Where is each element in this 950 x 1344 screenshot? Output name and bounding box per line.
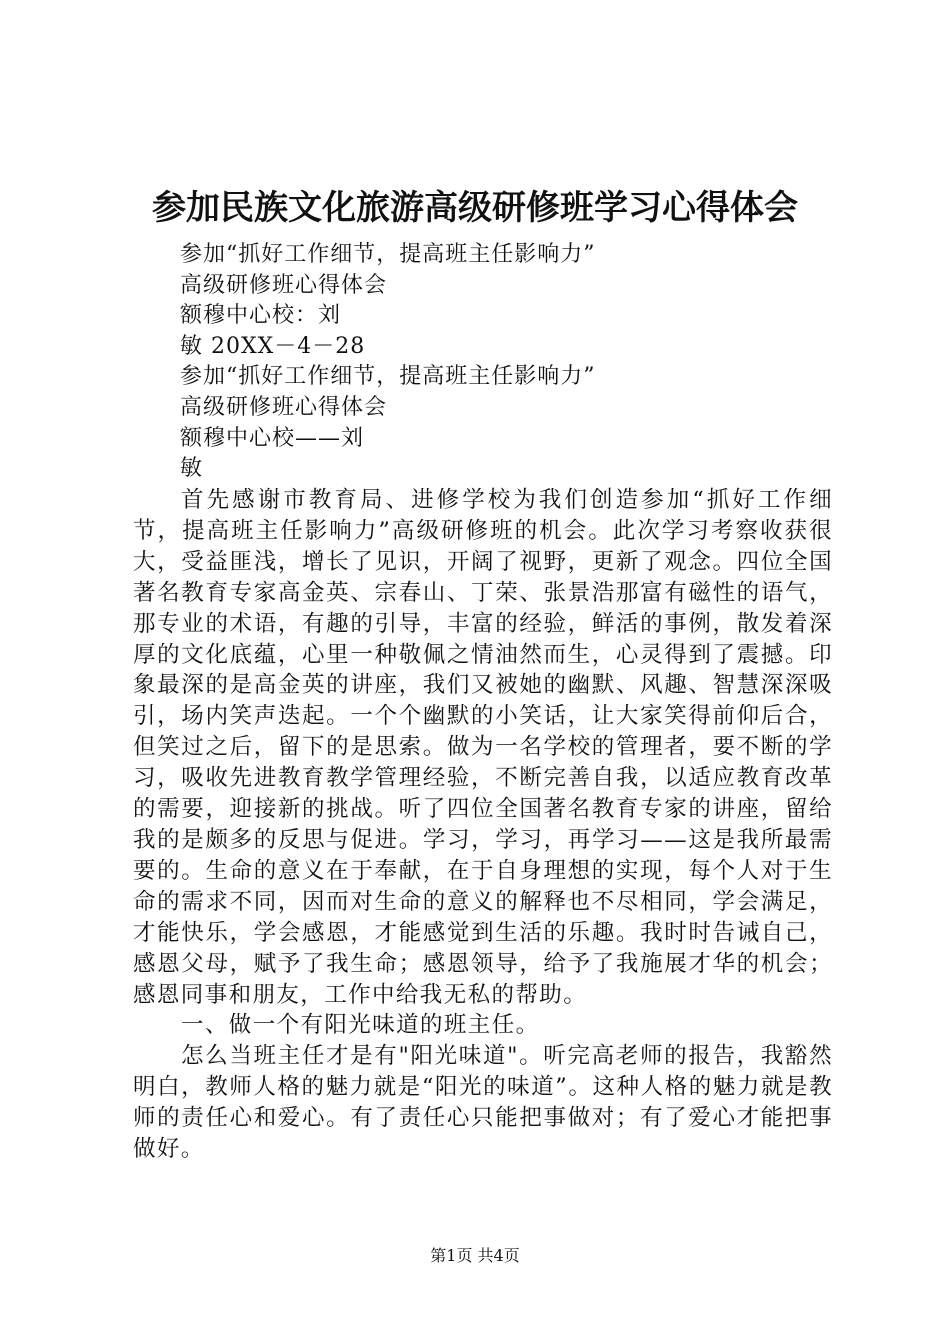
- page-footer: 第1页 共4页: [430, 1246, 520, 1265]
- header-line: 参加“抓好工作细节，提高班主任影响力”: [180, 364, 596, 390]
- header-line: 高级研修班心得体会: [180, 394, 388, 420]
- header-block: [180, 240, 880, 485]
- header-line: 额穆中心校——刘: [180, 425, 365, 451]
- body-paragraph: 怎么当班主任才是有"阳光味道"。听完高老师的报告，我豁然明白，教师人格的魅力就是“阳光的味道”。这种人格的魅力就是教师的责任心和爱心。有了责任心只能把事做对；有了爱心才能把事做好。: [133, 1043, 833, 1163]
- header-line: 高级研修班心得体会: [180, 272, 388, 298]
- header-line: 额穆中心校：刘: [180, 303, 342, 329]
- document-body: [133, 485, 833, 1165]
- header-line: 敏 20XX－4－28: [180, 333, 366, 359]
- body-paragraph: 首先感谢市教育局、进修学校为我们创造参加“抓好工作细节，提高班主任影响力”高级研修班的机会。此次学习考察收获很大，受益匪浅，增长了见识，开阔了视野，更新了观念。四位全国著名教育专家高金英、宗春山、丁荣、张景浩那富有磁性的语气，那专业的术语，有趣的引导，丰富的经验，鲜活的事例，散发着深厚的文化底蕴，心里一种敬佩之情油然而生，心灵得到了震撼。印象最深的是高金英的讲座，我们又被她的幽默、风趣、智慧深深吸引，场内笑声迭起。一个个幽默的小笑话，让大家笑得前仰后合，但笑过之后，留下的是思索。做为一名学校的管理者，要不断的学习，吸收先进教育教学管理经验，不断完善自我，以适应教育改革的需要，迎接新的挑战。听了四位全国著名教育专家的讲座，留给我的是颇多的反思与促进。学习，学习，再学习——这是我所最需要的。生命的意义在于奉献，在于自身理想的实现，每个人对于生命的需求不同，因而对生命的意义的解释也不尽相同，学会满足，才能快乐，学会感恩，才能感觉到生活的乐趣。我时时告诫自己，感恩父母，赋予了我生命；感恩领导，给予了我施展才华的机会；感恩同事和朋友，工作中给我无私的帮助。: [133, 487, 833, 1008]
- document-title: 参加民族文化旅游高级研修班学习心得体会: [152, 188, 798, 228]
- header-line: 敏: [180, 456, 204, 482]
- section-heading: 一、做一个有阳光味道的班主任。: [181, 1012, 540, 1039]
- header-line: 参加“抓好工作细节，提高班主任影响力”: [180, 242, 596, 267]
